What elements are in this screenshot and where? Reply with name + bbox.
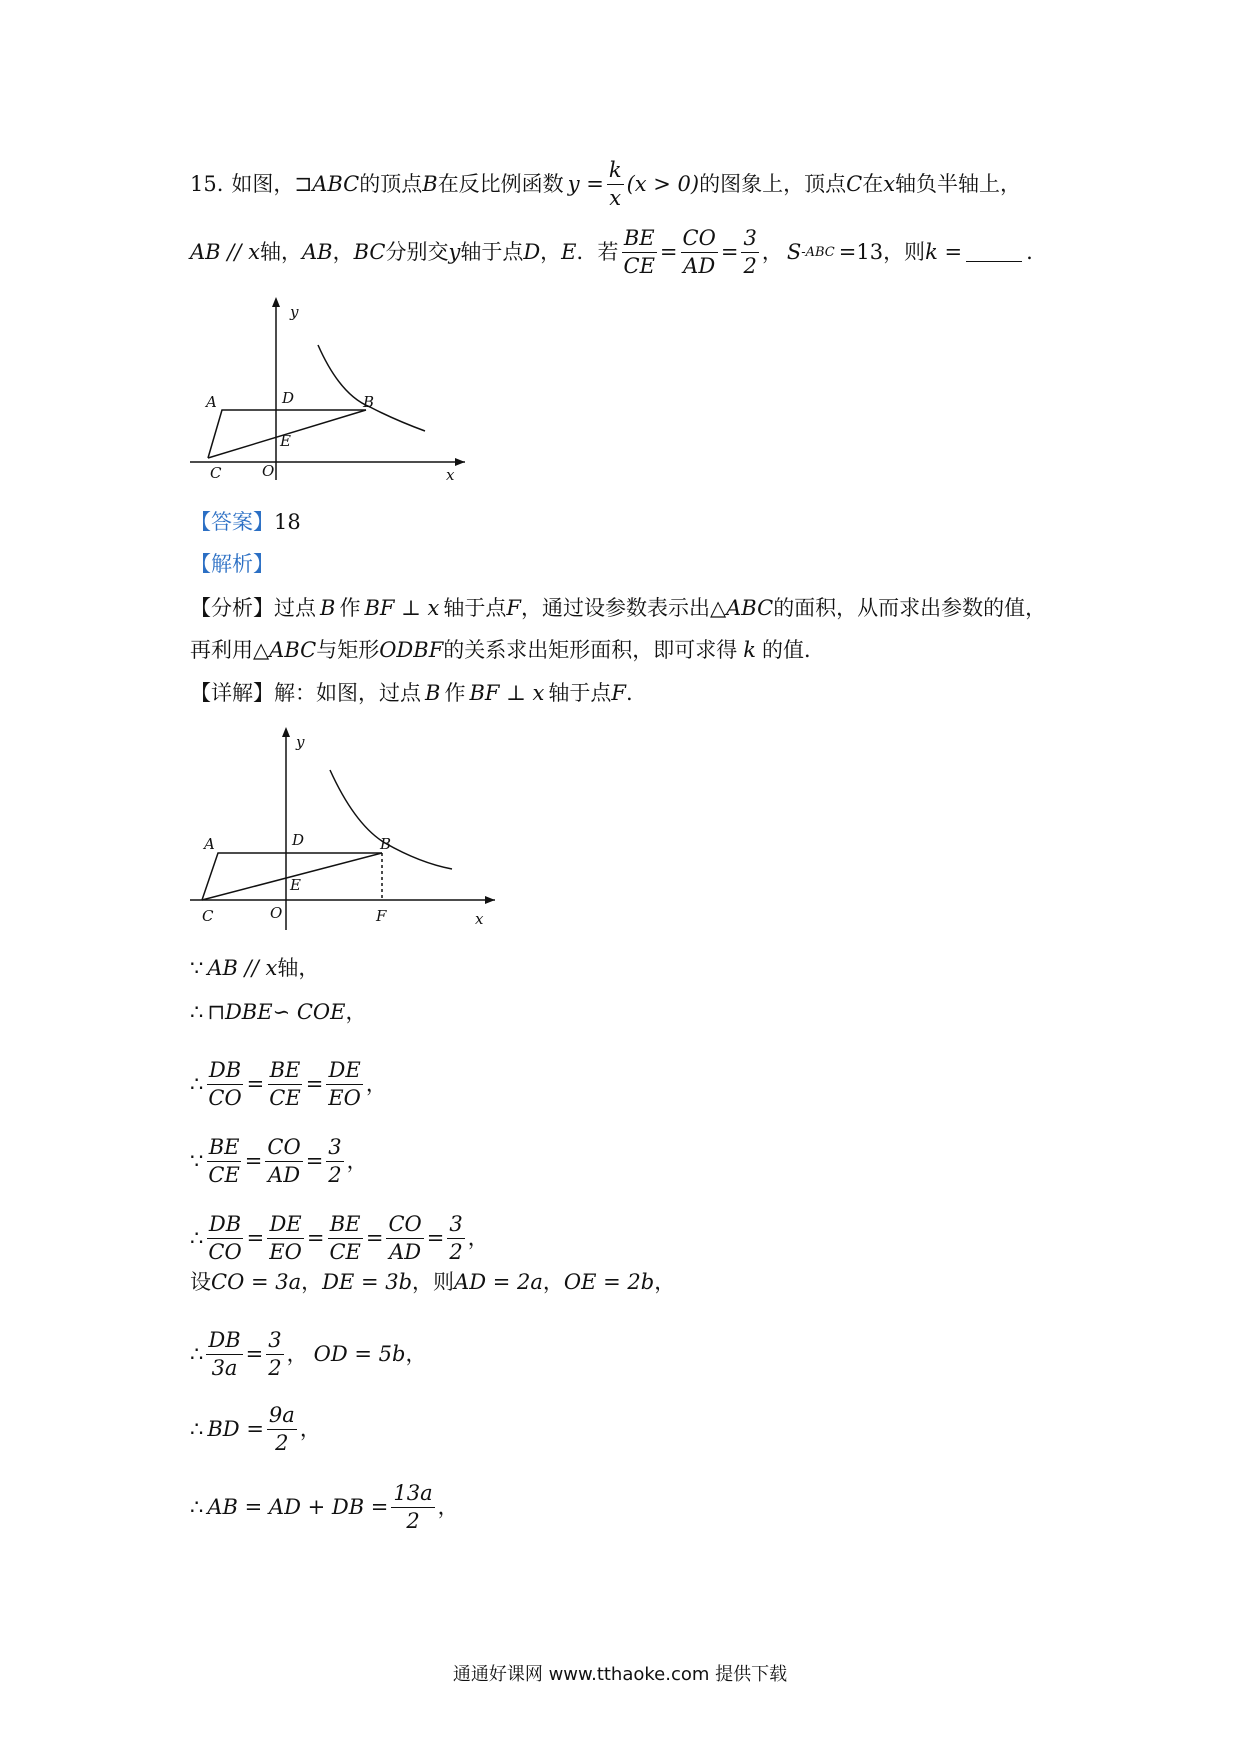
fenxi-tag: 【分析】 bbox=[190, 596, 274, 620]
x-axis-arrow-icon bbox=[485, 896, 495, 904]
label-x: x bbox=[446, 466, 455, 484]
y-axis-arrow-icon bbox=[282, 727, 290, 737]
footer-watermark: 通通好课网 www.tthaoke.com 提供下载 bbox=[452, 1664, 788, 1685]
label-o: O bbox=[270, 904, 283, 922]
xiangjie-tag: 【详解】 bbox=[190, 681, 274, 705]
step-6: 设 CO = 3a ， DE = 3b ，则 AD = 2a ， OE = 2b ， bbox=[190, 1270, 676, 1294]
label-a: A bbox=[204, 835, 215, 853]
problem-number: 15. bbox=[190, 172, 224, 196]
problem-line-1: 15. 如图， ⊐ ABC 的顶点 B 在反比例函数 y = $\frac{k}{x}$ (x > 0) 的图象上，顶点 C 在 x 轴负半轴上， bbox=[190, 158, 1022, 210]
answer-line bbox=[190, 512, 301, 533]
step-2: ∴ ⊓DBE∽ COE ， bbox=[190, 1000, 367, 1024]
figure-2-diagram bbox=[190, 725, 500, 935]
fraction-co-ad: $\frac{CO}{AD}$ bbox=[682, 226, 716, 278]
y-axis-arrow-icon bbox=[272, 297, 280, 307]
label-b: B bbox=[380, 835, 392, 853]
label-f: F bbox=[376, 907, 387, 925]
analysis-line bbox=[190, 554, 274, 575]
label-d: D bbox=[292, 831, 305, 849]
answer-blank bbox=[966, 243, 1022, 262]
step-3: ∴ $\frac{DB}{CO}$ = $\frac{BE}{CE}$ = $\frac{DE}{EO}$ ， bbox=[190, 1058, 387, 1110]
figure-1-diagram bbox=[190, 295, 470, 485]
step-4: ∵ $\frac{BE}{CE}$ = $\frac{CO}{AD}$ = $\frac{3}{2}$ ， bbox=[190, 1135, 368, 1187]
label-e: E bbox=[290, 876, 301, 894]
label-y: y bbox=[290, 303, 299, 321]
label-o: O bbox=[262, 462, 275, 480]
label-b: B bbox=[363, 393, 375, 411]
answer-tag: 【答案】 bbox=[190, 510, 274, 534]
label-c: C bbox=[202, 907, 214, 925]
problem-line-2: AB // x 轴， AB ， BC 分别交 y 轴于点 D ， E ．若 $\frac{BE}{CE}$ = $\frac{CO}{AD}$ = $\frac{3}{2}$ ， S -ABC =13 ，则 k = . bbox=[190, 226, 1033, 278]
hyperbola-curve bbox=[318, 345, 425, 431]
label-y: y bbox=[296, 733, 305, 751]
fraction-k-over-x: $\frac{k}{x}$ bbox=[608, 158, 622, 210]
fenxi-line-2: 再利用△ ABC 与矩形 ODBF 的关系求出矩形面积，即可求得 k 的值． bbox=[190, 638, 826, 662]
label-e: E bbox=[280, 432, 291, 450]
step-9: ∴ AB = AD + DB = $\frac{13a}{2}$ ， bbox=[190, 1481, 459, 1533]
step-8: ∴ BD = $\frac{9a}{2}$ ， bbox=[190, 1403, 321, 1455]
answer-value: 18 bbox=[274, 510, 301, 534]
label-c: C bbox=[210, 464, 222, 482]
fraction-3-2: $\frac{3}{2}$ bbox=[743, 226, 757, 278]
hyperbola-curve bbox=[330, 770, 452, 869]
label-x: x bbox=[475, 910, 484, 928]
step-7: ∴ $\frac{DB}{3a}$ = $\frac{3}{2}$ ， OD = 5b ， bbox=[190, 1328, 427, 1380]
step-5: ∴ $\frac{DB}{CO}$ = $\frac{DE}{EO}$ = $\frac{BE}{CE}$ = $\frac{CO}{AD}$ = $\frac{3}{2}$ ， bbox=[190, 1212, 489, 1264]
fenxi-line-1: 【分析】 过点 B 作 BF ⊥ x 轴于点 F ，通过设参数表示出△ ABC 的面积，从而求出参数的值， bbox=[190, 596, 1047, 620]
step-1: ∵ AB // x 轴， bbox=[190, 956, 320, 980]
xiangjie-line: 【详解】 解：如图，过点 B 作 BF ⊥ x 轴于点 F . bbox=[190, 681, 633, 705]
x-axis-arrow-icon bbox=[455, 458, 465, 466]
fraction-be-ce: $\frac{BE}{CE}$ bbox=[623, 226, 655, 278]
label-d: D bbox=[282, 389, 295, 407]
label-a: A bbox=[206, 393, 217, 411]
analysis-tag: 【解析】 bbox=[190, 552, 274, 576]
